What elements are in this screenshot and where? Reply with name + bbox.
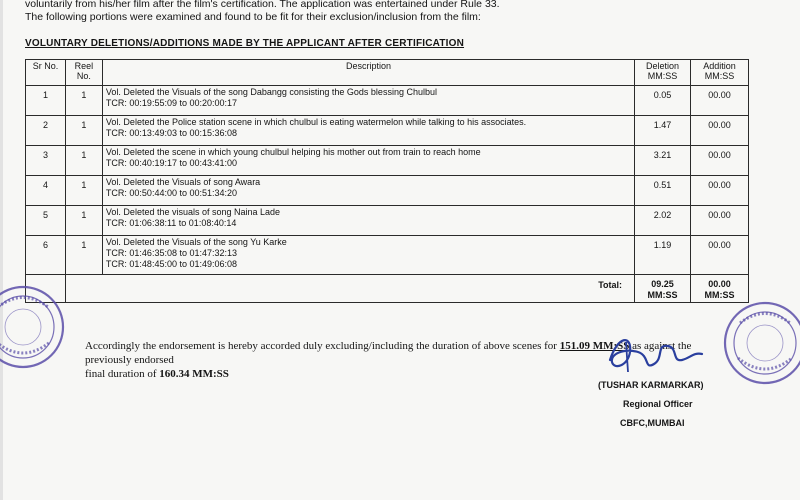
cell-reel: 1	[65, 176, 102, 206]
cell-deletion: 1.19	[635, 236, 691, 275]
table-row	[26, 176, 749, 206]
signatory-name: (TUSHAR KARMARKAR)	[598, 380, 704, 390]
header-sr-no: Sr No.	[26, 60, 66, 86]
scan-edge	[0, 0, 3, 500]
cell-reel: 1	[65, 86, 102, 116]
cell-description: Vol. Deleted the Visuals of the song Yu Karke TCR: 01:46:35:08 to 01:47:32:13 TCR: 01:48:45:00 to 01:49:06:08	[102, 236, 634, 275]
cell-addition: 00.00	[691, 116, 749, 146]
cell-deletion: 0.05	[635, 86, 691, 116]
cell-addition: 00.00	[691, 206, 749, 236]
endorsed-duration: 151.09 MM:SS	[559, 340, 630, 352]
deletions-table	[25, 59, 749, 303]
cell-sr: 6	[26, 236, 66, 275]
cell-description: Vol. Deleted the Visuals of the song Dabangg consisting the Gods blessing Chulbul TCR: 00:19:55:09 to 00:20:00:17	[102, 86, 634, 116]
cell-addition: 00.00	[691, 176, 749, 206]
cell-deletion: 3.21	[635, 146, 691, 176]
intro-line-1: voluntarily from his/her film after the film's certification. The application was entertained under Rule 33.	[25, 0, 500, 10]
table-row	[26, 86, 749, 116]
cell-sr: 4	[26, 176, 66, 206]
table-header-row	[26, 60, 749, 86]
cell-description: Vol. Deleted the visuals of song Naina Lade TCR: 01:06:38:11 to 01:08:40:14	[102, 206, 634, 236]
signatory-role: Regional Officer	[623, 399, 693, 409]
signatory-office: CBFC,MUMBAI	[620, 418, 685, 428]
total-label: Total:	[65, 275, 634, 303]
cell-reel: 1	[65, 206, 102, 236]
cell-sr: 1	[26, 86, 66, 116]
cell-addition: 00.00	[691, 86, 749, 116]
cell-deletion: 2.02	[635, 206, 691, 236]
endorsement-text: Accordingly the endorsement is hereby accorded duly excluding/including the duration of above scenes for 151.09 MM:SS as against the previously endorsed final duration of 160.34 MM:SS	[85, 340, 692, 380]
cell-reel: 1	[65, 146, 102, 176]
header-addition: Addition MM:SS	[691, 60, 749, 86]
cell-addition: 00.00	[691, 146, 749, 176]
cell-reel: 1	[65, 116, 102, 146]
table-row	[26, 206, 749, 236]
cell-description: Vol. Deleted the Visuals of song Awara TCR: 00:50:44:00 to 00:51:34:20	[102, 176, 634, 206]
cell-deletion: 1.47	[635, 116, 691, 146]
cbfc-stamp-left	[0, 282, 68, 372]
total-deletion: 09.25 MM:SS	[635, 275, 691, 303]
header-reel-no: Reel No.	[65, 60, 102, 86]
section-heading: VOLUNTARY DELETIONS/ADDITIONS MADE BY THE APPLICANT AFTER CERTIFICATION	[25, 38, 465, 49]
cell-sr: 3	[26, 146, 66, 176]
cell-deletion: 0.51	[635, 176, 691, 206]
total-addition: 00.00 MM:SS	[691, 275, 749, 303]
cell-description: Vol. Deleted the Police station scene in which chulbul is eating watermelon while talking to his associates. TCR: 00:13:49:03 to 00:15:36:08	[102, 116, 634, 146]
handwritten-signature	[598, 330, 708, 380]
intro-line-2: The following portions were examined and found to be fit for their exclusion/inclusion from the film:	[25, 11, 481, 23]
table-row	[26, 116, 749, 146]
table-row	[26, 236, 749, 275]
cell-reel: 1	[65, 236, 102, 275]
cell-sr: 5	[26, 206, 66, 236]
cell-sr: 2	[26, 116, 66, 146]
cell-addition: 00.00	[691, 236, 749, 275]
table-row	[26, 146, 749, 176]
cell-description: Vol. Deleted the scene in which young chulbul helping his mother out from train to reach home TCR: 00:40:19:17 to 00:43:41:00	[102, 146, 634, 176]
total-row	[26, 275, 749, 303]
header-description: Description	[102, 60, 634, 86]
final-duration: 160.34 MM:SS	[159, 368, 229, 380]
header-deletion: Deletion MM:SS	[635, 60, 691, 86]
